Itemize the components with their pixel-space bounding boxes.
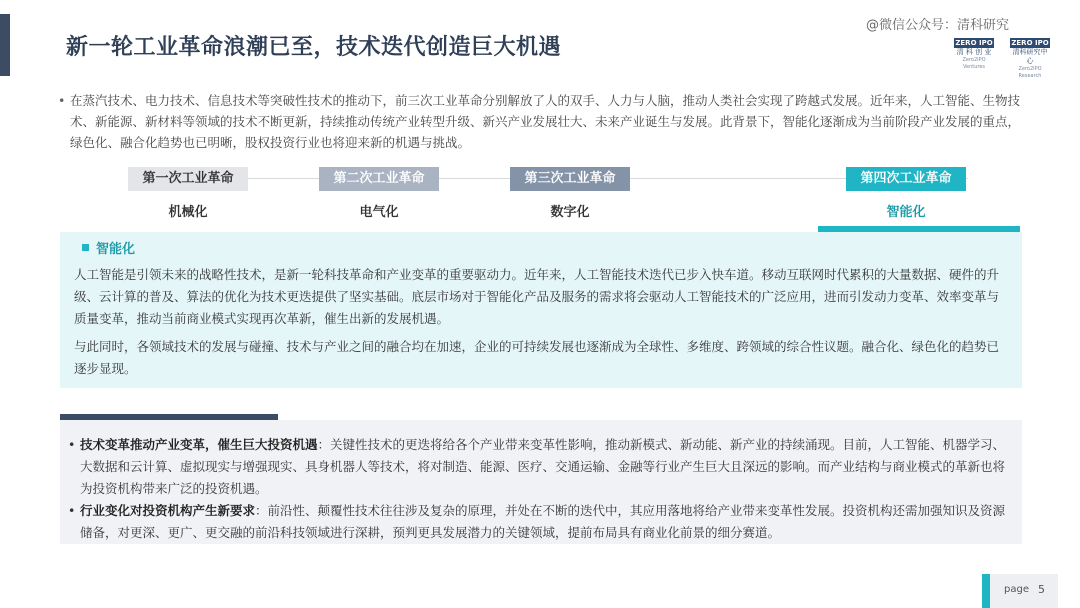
panel-heading: 智能化 [82, 238, 135, 257]
stage-fourth-revolution: 第四次工业革命 [846, 167, 966, 191]
bullet-icon: • [68, 503, 76, 518]
bullet-list [68, 434, 1014, 544]
stage-label-intelligentization: 智能化 [886, 205, 926, 220]
zero-ipo-research-logo: ZERO IPO 清科研究中心 Zero2IPO Research [1011, 39, 1049, 79]
bullet-icon: • [58, 93, 66, 108]
watermark: @微信公众号：清科研究 [866, 18, 1010, 33]
list-item: • 技术变革推动产业变革，催生巨大投资机遇：关键性技术的更迭将给各个产业带来变革性影响，推动新模式、新动能、新产业的持续涌现。目前，人工智能、机器学习、大数据和云计算、虚拟现实与增强现实、具身机器人等技术，将对制造、能源、医疗、交通运输、金融等行业产生巨大且深远的影响。而产业结构与商业模式的革新也将为投资机构带来广泛的投资机遇。 [68, 434, 1014, 500]
intro-paragraph [58, 90, 1030, 153]
stage-second-revolution: 第二次工业革命 [319, 167, 439, 191]
page-tag-accent [982, 574, 990, 608]
stage-third-revolution: 第三次工业革命 [510, 167, 630, 191]
panel-paragraph: 人工智能是引领未来的战略性技术，是新一轮科技革命和产业变革的重要驱动力。近年来，人工智能技术迭代已步入快车道。移动互联网时代累积的大量数据、硬件的升级、云计算的普及、算法的优化为技术更迭提供了坚实基础。底层市场对于智能化产品及服务的需求将会驱动人工智能技术的广泛应用，进而引发动力变革、效率变革与质量变革，推动当前商业模式实现再次革新，催生出新的发展机遇。 [74, 267, 1000, 326]
title-accent-bar [0, 14, 10, 76]
investment-opportunities-box [60, 420, 1022, 544]
bullet-icon: • [68, 437, 76, 452]
panel-paragraph: 与此同时，各领域技术的发展与碰撞、技术与产业之间的融合均在加速，企业的可持续发展也逐渐成为全球性、多维度、跨领域的综合性议题。融合化、绿色化的趋势已逐步显现。 [74, 339, 1000, 376]
zero-ipo-ventures-logo: ZERO IPO 清 科 创 业 Zero2IPO Ventures [955, 39, 993, 70]
intelligentization-panel [60, 232, 1022, 388]
stage-label-electrification: 电气化 [359, 205, 399, 220]
stage-label-digitization: 数字化 [550, 205, 590, 220]
stage-first-revolution: 第一次工业革命 [128, 167, 248, 191]
list-item: • 行业变化对投资机构产生新要求：前沿性、颠覆性技术往往涉及复杂的原理，并处在不断的迭代中，其应用落地将给产业带来变革性发展。投资机构还需加强知识及资源储备，对更深、更广、更交融的前沿科技领域进行深耕，预判更具发展潜力的关键领域，提前布局具有商业化前景的细分赛道。 [68, 500, 1014, 544]
page-number-tag [982, 574, 1058, 608]
panel-body [74, 264, 1008, 380]
page-title: 新一轮工业革命浪潮已至，技术迭代创造巨大机遇 [66, 35, 562, 60]
stage-label-mechanization: 机械化 [168, 205, 208, 220]
page-number: 5 [1038, 583, 1045, 596]
page-label: page [1004, 584, 1029, 595]
intro-text: 在蒸汽技术、电力技术、信息技术等突破性技术的推动下，前三次工业革命分别解放了人的双手、人力与人脑，推动人类社会实现了跨越式发展。近年来，人工智能、生物技术、新能源、新材料等领域的技术不断更新，持续推动传统产业转型升级、新兴产业发展壮大、未来产业诞生与发展。此背景下，智能化逐渐成为当前阶段产业发展的重点， 绿色化、融合化趋势也已明晰，股权投资行业也将迎来新的机遇与挑战。 [70, 93, 1021, 150]
square-bullet-icon [82, 244, 89, 251]
